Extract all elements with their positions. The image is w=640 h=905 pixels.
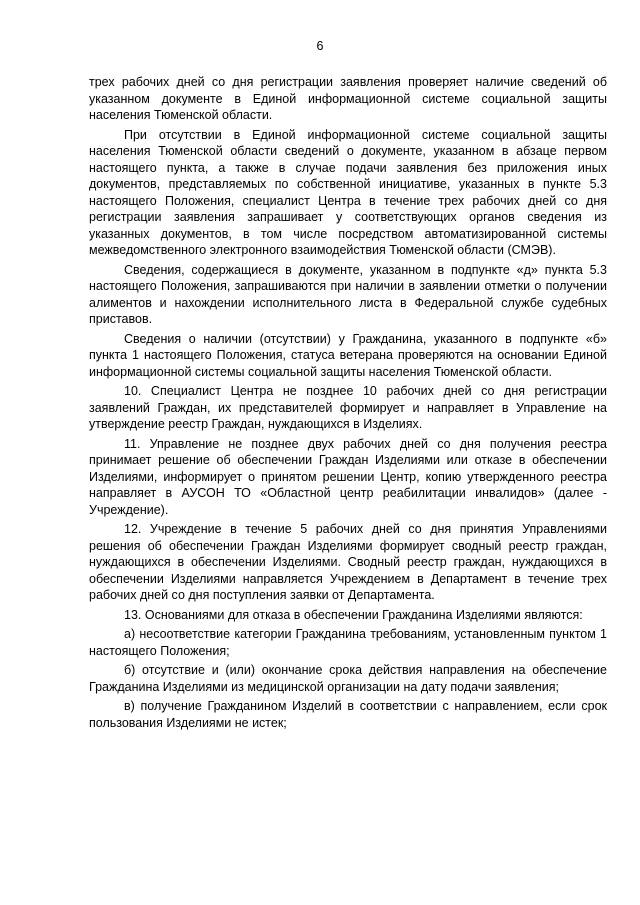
paragraph: Сведения, содержащиеся в документе, указанном в подпункте «д» пункта 5.3 настоящего Положения, запрашиваются при наличии в заявлении отметки о получении алиментов и нахождении исполнительного листа в Федеральной службе судебных приставов. xyxy=(89,262,607,326)
subitem-v: в) получение Гражданином Изделий в соответствии с направлением, если срок пользования Изделиями не истек; xyxy=(89,699,607,730)
subitem-a: а) несоответствие категории Гражданина требованиям, установленным пунктом 1 настоящего Положения; xyxy=(89,627,607,658)
paragraph-item-10: 10. Специалист Центра не позднее 10 рабочих дней со дня регистрации заявлений Граждан, их представителей формирует и направляет в Управление на утверждение реестр Граждан, нуждающихся в Изделиях. xyxy=(89,384,607,431)
paragraph-item-12: 12. Учреждение в течение 5 рабочих дней со дня принятия Управлениями решения об обеспечении Граждан Изделиями формирует сводный реестр граждан, нуждающихся в обеспечении Изделиями. Сводный реестр граждан, нуждающихся в обеспечении Изделиями направляется Учреждением в Департамент в течение трех рабочих дней со дня поступления заявки от Департамента. xyxy=(89,522,607,602)
paragraph-item-11: 11. Управление не позднее двух рабочих дней со дня получения реестра принимает решение об обеспечении Граждан Изделиями или отказе в обеспечении Изделиями, информирует о принятом решении Центр, копию утвержденного реестра направляет в АУСОН ТО «Областной центр реабилитации инвалидов» (далее - Учреждение). xyxy=(89,436,607,517)
document-body xyxy=(89,74,607,734)
page-number: 6 xyxy=(316,39,324,53)
paragraph-continuation: трех рабочих дней со дня регистрации заявления проверяет наличие сведений об указанном документе в Единой информационной системе социальной защиты населения Тюменской области. xyxy=(89,75,607,122)
subitem-b: б) отсутствие и (или) окончание срока действия направления на обеспечение Гражданина Изделиями из медицинской организации на дату подачи заявления; xyxy=(89,663,607,694)
paragraph: При отсутствии в Единой информационной системе социальной защиты населения Тюменской области сведений о документе, указанном в абзаце первом настоящего пункта, а также в случае подачи заявления без приложения иных документов, представляемых по собственной инициативе, указанных в пункте 5.3 настоящего Положения, специалист Центра в течение трех рабочих дней со дня регистрации заявления запрашивает у соответствующих органов сведения из указанных документов, в том числе посредством автоматизированной системы межведомственного электронного взаимодействия Тюменской области (СМЭВ). xyxy=(89,127,607,257)
paragraph-item-13: 13. Основаниями для отказа в обеспечении Гражданина Изделиями являются: xyxy=(124,607,583,622)
paragraph: Сведения о наличии (отсутствии) у Гражданина, указанного в подпункте «б» пункта 1 настоящего Положения, статуса ветерана проверяются на основании Единой информационной системы социальной защиты населения Тюменской области. xyxy=(89,331,607,379)
